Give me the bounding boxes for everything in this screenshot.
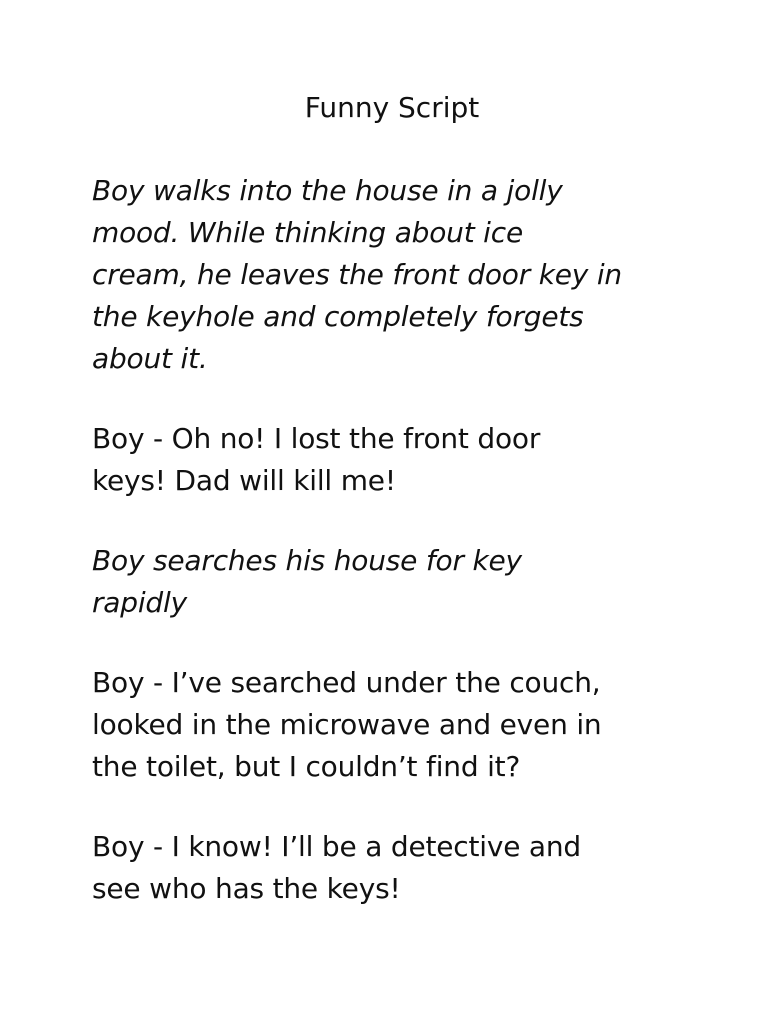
script-line: Boy - I’ve searched under the couch, xyxy=(92,666,601,699)
dialogue-block xyxy=(92,418,688,502)
script-line: see who has the keys! xyxy=(92,872,401,905)
script-body xyxy=(92,170,688,948)
script-line: Boy - I know! I’ll be a detective and xyxy=(92,830,581,863)
script-line: mood. While thinking about ice xyxy=(92,216,523,249)
script-line: the toilet, but I couldn’t find it? xyxy=(92,750,521,783)
dialogue-block xyxy=(92,826,688,910)
script-line: Boy - Oh no! I lost the front door xyxy=(92,422,541,455)
page-title: Funny Script xyxy=(304,91,480,124)
stage-direction-block xyxy=(92,170,688,380)
script-line: about it. xyxy=(92,342,208,375)
script-line: keys! Dad will kill me! xyxy=(92,464,396,497)
script-line: Boy walks into the house in a jolly xyxy=(92,174,563,207)
script-line: Boy searches his house for key xyxy=(92,544,522,577)
dialogue-block xyxy=(92,662,688,788)
script-line: looked in the microwave and even in xyxy=(92,708,602,741)
script-line: cream, he leaves the front door key in xyxy=(92,258,622,291)
stage-direction-block xyxy=(92,540,688,624)
script-line: rapidly xyxy=(92,586,187,619)
script-line: the keyhole and completely forgets xyxy=(92,300,584,333)
